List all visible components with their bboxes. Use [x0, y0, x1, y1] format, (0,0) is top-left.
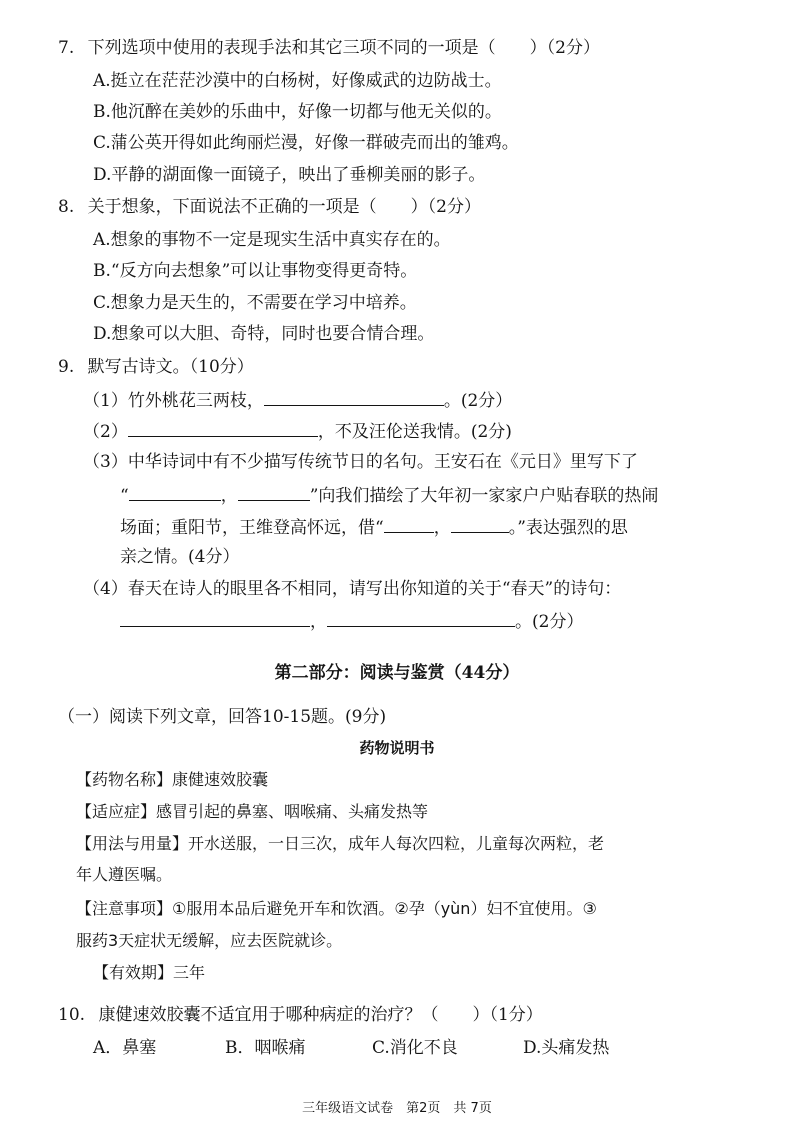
q9-sub3-line3-a: 场面；重阳节，王维登高怀远，借“ [120, 518, 384, 538]
q9-sub4-line2 [120, 609, 583, 633]
q10-stem-text: 康健速效胶囊不适宜用于哪种病症的治疗？（ ）（1分） [98, 1005, 543, 1025]
reading1-line: 【注意事项】①服用本品后避免开车和饮酒。②孕（yùn）妇不宜使用。③ [76, 899, 597, 918]
q7-stem [58, 37, 600, 59]
q9-number: 9. [58, 357, 75, 377]
q8-stem-text: 关于想象，下面说法不正确的一项是（ ）（2分） [87, 197, 481, 217]
q9-sub3-comma2: ， [433, 518, 451, 538]
q9-sub3-line4: 亲之情。(4分） [120, 547, 240, 567]
q9-sub2-number: （2） [83, 422, 128, 442]
q7-option-d: D.平静的湖面像一面镜子，映出了垂柳美丽的影子。 [93, 165, 486, 185]
q9-sub3-quote-open: “ [120, 486, 129, 506]
q9-sub3-number: （3） [83, 452, 128, 472]
q8-option-d: D.想象可以大胆、奇特，同时也要合情合理。 [93, 324, 435, 344]
reading1-line: 【用法与用量】开水送服，一日三次，成年人每次四粒，儿童每次两粒，老 [76, 834, 605, 853]
q7-option-a: A.挺立在茫茫沙漠中的白杨树，好像威武的边防战士。 [93, 71, 502, 91]
page-footer: 三年级语文试卷 第2页 共 7页 [302, 1101, 492, 1116]
q8-option-b: B.“反方向去想象”可以让事物变得更奇特。 [93, 261, 418, 281]
answer-blank-1[interactable] [264, 388, 444, 406]
section2-title: 第二部分：阅读与鉴赏（44分） [274, 663, 520, 683]
q9-sub1 [83, 388, 512, 412]
answer-blank-3[interactable] [129, 483, 221, 501]
q8-option-a: A.想象的事物不一定是现实生活中真实存在的。 [93, 230, 451, 250]
q9-sub1-number: （1） [83, 391, 128, 411]
q7-option-b: B.他沉醉在美妙的乐曲中，好像一切都与他无关似的。 [93, 102, 502, 122]
reading1-line: 【药物名称】康健速效胶囊 [76, 770, 269, 789]
reading1-line: 服药3天症状无缓解，应去医院就诊。 [76, 931, 343, 950]
q10-option-a: A．鼻塞 [93, 1038, 157, 1058]
reading1-line: 【适应症】感冒引起的鼻塞、咽喉痛、头痛发热等 [76, 802, 429, 821]
answer-blank-8[interactable] [327, 609, 515, 627]
q8-stem [58, 196, 481, 218]
reading1-intro: （一）阅读下列文章，回答10-15题。(9分) [58, 707, 387, 727]
q9-stem-text: 默写古诗文。（10分） [87, 357, 254, 377]
reading1-title: 药物说明书 [359, 739, 435, 757]
q9-sub3-line3-b: 。”表达强烈的思 [508, 518, 628, 538]
q10-option-b: B．咽喉痛 [225, 1038, 306, 1058]
q9-sub4-end: 。(2分） [515, 612, 584, 632]
q9-sub2 [83, 419, 512, 443]
q7-option-c: C.蒲公英开得如此绚丽烂漫，好像一群破壳而出的雏鸡。 [93, 133, 519, 153]
q9-sub4-comma: ， [310, 612, 327, 632]
q10-option-c: C.消化不良 [372, 1038, 458, 1058]
answer-blank-2[interactable] [128, 419, 318, 437]
answer-blank-6[interactable] [451, 515, 509, 533]
q9-stem [58, 356, 254, 378]
q8-number: 8. [58, 197, 75, 217]
q8-option-c: C.想象力是天生的，不需要在学习中培养。 [93, 293, 417, 313]
q9-sub3 [83, 451, 638, 473]
q9-sub2-text: ，不及汪伦送我情。(2分) [317, 422, 512, 442]
q7-stem-text: 下列选项中使用的表现手法和其它三项不同的一项是（ ）（2分） [87, 38, 600, 58]
q9-sub3-line1: 中华诗词中有不少描写传统节日的名句。王安石在《元日》里写下了 [127, 452, 638, 472]
q10-number: 10. [58, 1005, 86, 1025]
q9-sub3-line3 [120, 515, 628, 539]
reading1-line: 【有效期】三年 [93, 963, 206, 982]
q7-number: 7. [58, 38, 75, 58]
q9-sub3-comma1: ， [220, 486, 238, 506]
q9-sub3-line2-rest: ”向我们描绘了大年初一家家户户贴春联的热闹 [309, 486, 659, 506]
q9-sub3-line2 [120, 483, 658, 507]
answer-blank-4[interactable] [238, 483, 310, 501]
q10-option-d: D.头痛发热 [523, 1038, 610, 1058]
reading1-line: 年人遵医嘱。 [76, 865, 173, 884]
q9-sub4-number: （4） [83, 579, 128, 599]
q9-sub4 [83, 578, 621, 600]
q10-stem [58, 1004, 543, 1026]
answer-blank-7[interactable] [120, 609, 310, 627]
answer-blank-5[interactable] [384, 515, 434, 533]
q9-sub1-text: 竹外桃花三两枝， [127, 391, 264, 411]
q9-sub1-end: 。(2分） [443, 391, 513, 411]
q9-sub4-line1: 春天在诗人的眼里各不相同，请写出你知道的关于“春天”的诗句： [127, 579, 622, 599]
